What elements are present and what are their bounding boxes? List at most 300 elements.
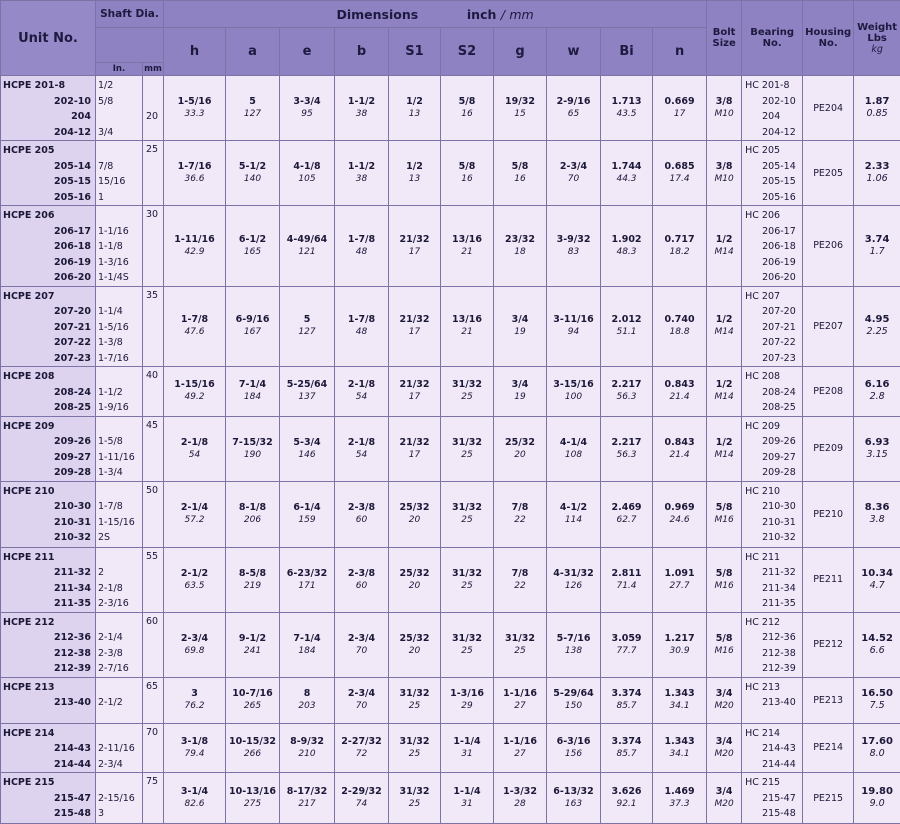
dim-cell-a bbox=[226, 723, 280, 773]
dim-cell-bi bbox=[601, 76, 653, 141]
shaft-inch-value: 1-3/4 bbox=[98, 465, 142, 481]
dim-inch-value: 31/32 bbox=[441, 437, 493, 449]
shaft-inch-value bbox=[98, 109, 142, 125]
table-row bbox=[1, 286, 900, 367]
bearing-no-cell bbox=[742, 367, 803, 417]
weight-kg-value: 4.7 bbox=[854, 580, 900, 592]
table-row bbox=[1, 416, 900, 481]
dim-inch-value: 3-3/4 bbox=[280, 96, 334, 108]
dim-mm-value: 18 bbox=[494, 246, 546, 258]
dim-inch-value: 10-15/32 bbox=[226, 736, 279, 748]
dim-mm-value: 77.7 bbox=[601, 645, 652, 657]
dim-inch-value: 5 bbox=[226, 96, 279, 108]
dim-inch-value: 7-15/32 bbox=[226, 437, 279, 449]
table-row bbox=[1, 481, 900, 547]
dim-inch-value: 1.217 bbox=[653, 633, 706, 645]
dim-cell-h bbox=[164, 723, 226, 773]
dim-header-s1: S1 bbox=[389, 28, 441, 76]
dim-inch-value: 1-1/16 bbox=[494, 688, 546, 700]
shaft-mm-value: 75 bbox=[146, 776, 163, 787]
dim-cell-n bbox=[653, 141, 707, 206]
housing-no-header bbox=[803, 1, 854, 76]
dim-mm-value: 27 bbox=[494, 700, 546, 712]
dim-inch-value: 8-1/8 bbox=[226, 502, 279, 514]
dim-inch-value: 1-3/16 bbox=[441, 688, 493, 700]
bearing-no-variant: 210-31 bbox=[745, 515, 802, 531]
bearing-no-variant: 211-35 bbox=[745, 596, 802, 612]
dim-cell-h bbox=[164, 76, 226, 141]
bearing-no-variant: 212-39 bbox=[745, 661, 802, 677]
weight-cell bbox=[854, 141, 900, 206]
bearing-no-cell bbox=[742, 206, 803, 287]
dim-mm-value: 159 bbox=[280, 514, 334, 526]
dim-cell-e bbox=[280, 206, 335, 287]
dim-cell-a bbox=[226, 481, 280, 547]
dim-cell-a bbox=[226, 416, 280, 481]
dim-mm-value: 206 bbox=[226, 514, 279, 526]
dim-cell-b bbox=[335, 76, 389, 141]
dim-inch-value: 5-29/64 bbox=[547, 688, 600, 700]
dim-inch-value: 1.469 bbox=[653, 786, 706, 798]
dim-cell-n bbox=[653, 416, 707, 481]
dim-inch-value: 2.012 bbox=[601, 314, 652, 326]
dim-cell-n bbox=[653, 481, 707, 547]
shaft-inch-cell bbox=[96, 416, 143, 481]
dim-cell-s1 bbox=[389, 723, 441, 773]
shaft-inch-value: 1-15/16 bbox=[98, 515, 142, 531]
bolt-inch-value: 5/8 bbox=[707, 633, 741, 645]
bearing-no-cell bbox=[742, 76, 803, 141]
dim-inch-value: 23/32 bbox=[494, 234, 546, 246]
dim-cell-b bbox=[335, 367, 389, 417]
dim-mm-value: 17 bbox=[389, 391, 440, 403]
dim-cell-g bbox=[494, 547, 547, 612]
dim-mm-value: 70 bbox=[335, 700, 388, 712]
unit-no-variant: 212-36 bbox=[3, 630, 93, 646]
unit-no-variant: 207-20 bbox=[3, 304, 93, 320]
dim-inch-value: 1-3/32 bbox=[494, 786, 546, 798]
dim-inch-value: 1-1/2 bbox=[335, 96, 388, 108]
shaft-inch-value: 1-1/8 bbox=[98, 239, 142, 255]
unit-no-variant: 204 bbox=[3, 109, 93, 125]
unit-no-variant: 208-25 bbox=[3, 400, 93, 416]
shaft-inch-value: 2-1/4 bbox=[98, 630, 142, 646]
bolt-metric-value: M20 bbox=[707, 798, 741, 810]
dim-cell-a bbox=[226, 206, 280, 287]
dim-cell-s2 bbox=[441, 723, 494, 773]
dim-inch-value: 2-1/8 bbox=[335, 437, 388, 449]
dim-mm-value: 33.3 bbox=[164, 108, 225, 120]
bearing-no-cell bbox=[742, 677, 803, 723]
bolt-metric-value: M14 bbox=[707, 391, 741, 403]
shaft-mm-value: 45 bbox=[146, 420, 163, 431]
dim-inch-value: 1.713 bbox=[601, 96, 652, 108]
dim-mm-value: 62.7 bbox=[601, 514, 652, 526]
housing-no-label-2: No. bbox=[819, 38, 838, 49]
dim-inch-value: 0.717 bbox=[653, 234, 706, 246]
dim-cell-a bbox=[226, 286, 280, 367]
dim-mm-value: 150 bbox=[547, 700, 600, 712]
unit-no-variant: 205-15 bbox=[3, 174, 93, 190]
dim-cell-s2 bbox=[441, 612, 494, 677]
shaft-inch-value bbox=[98, 775, 142, 791]
dim-cell-a bbox=[226, 367, 280, 417]
bolt-inch-value: 3/8 bbox=[707, 96, 741, 108]
weight-cell bbox=[854, 773, 900, 824]
dim-cell-bi bbox=[601, 481, 653, 547]
dim-inch-value: 5/8 bbox=[441, 161, 493, 173]
bearing-no-variant: 206-19 bbox=[745, 255, 802, 271]
dim-cell-e bbox=[280, 76, 335, 141]
unit-no-cell bbox=[1, 367, 96, 417]
dim-cell-e bbox=[280, 677, 335, 723]
bearing-no-cell bbox=[742, 286, 803, 367]
dim-inch-value: 1-11/16 bbox=[164, 234, 225, 246]
dim-cell-s1 bbox=[389, 141, 441, 206]
dim-inch-value: 4-49/64 bbox=[280, 234, 334, 246]
dim-inch-value: 21/32 bbox=[389, 314, 440, 326]
shaft-inch-value: 1-11/16 bbox=[98, 450, 142, 466]
dim-cell-bi bbox=[601, 612, 653, 677]
bolt-size-label-2: Size bbox=[713, 38, 736, 49]
dim-mm-value: 47.6 bbox=[164, 326, 225, 338]
dim-inch-value: 31/32 bbox=[441, 502, 493, 514]
shaft-inch-value bbox=[98, 143, 142, 159]
unit-no-variant: 205-16 bbox=[3, 190, 93, 206]
dim-inch-value: 4-31/32 bbox=[547, 568, 600, 580]
dim-mm-value: 34.1 bbox=[653, 700, 706, 712]
dim-inch-value: 0.843 bbox=[653, 437, 706, 449]
dim-mm-value: 79.4 bbox=[164, 748, 225, 760]
dim-inch-value: 6-9/16 bbox=[226, 314, 279, 326]
dim-mm-value: 25 bbox=[494, 645, 546, 657]
bearing-no-variant: 208-24 bbox=[745, 385, 802, 401]
dim-mm-value: 25 bbox=[389, 700, 440, 712]
dim-inch-value: 21/32 bbox=[389, 379, 440, 391]
unit-no-variant: 215-48 bbox=[3, 806, 93, 822]
bolt-metric-value: M14 bbox=[707, 326, 741, 338]
dim-cell-e bbox=[280, 141, 335, 206]
dim-inch-value: 2-3/8 bbox=[335, 568, 388, 580]
unit-no-cell bbox=[1, 206, 96, 287]
dim-cell-h bbox=[164, 206, 226, 287]
unit-no-header: Unit No. bbox=[1, 1, 96, 76]
housing-no-cell: PE208 bbox=[803, 367, 854, 417]
dim-cell-bi bbox=[601, 141, 653, 206]
dim-mm-value: 16 bbox=[441, 108, 493, 120]
dim-cell-b bbox=[335, 547, 389, 612]
shaft-mm-cell bbox=[143, 206, 164, 287]
dim-mm-value: 85.7 bbox=[601, 700, 652, 712]
dim-mm-value: 42.9 bbox=[164, 246, 225, 258]
bearing-no-primary: HC 208 bbox=[745, 369, 802, 385]
dim-mm-value: 25 bbox=[441, 391, 493, 403]
dim-mm-value: 28 bbox=[494, 798, 546, 810]
dim-mm-value: 43.5 bbox=[601, 108, 652, 120]
weight-lbs-value: 10.34 bbox=[854, 568, 900, 580]
weight-kg-value: 6.6 bbox=[854, 645, 900, 657]
dim-mm-value: 25 bbox=[441, 449, 493, 461]
shaft-mm-value: 25 bbox=[146, 144, 163, 155]
shaft-inch-cell bbox=[96, 481, 143, 547]
shaft-inch-value: 7/8 bbox=[98, 159, 142, 175]
dim-mm-value: 163 bbox=[547, 798, 600, 810]
bearing-no-variant: 215-48 bbox=[745, 806, 802, 822]
dim-inch-value: 4-1/2 bbox=[547, 502, 600, 514]
dim-mm-value: 15 bbox=[494, 108, 546, 120]
dim-mm-value: 184 bbox=[280, 645, 334, 657]
dim-mm-value: 60 bbox=[335, 514, 388, 526]
dim-inch-value: 13/16 bbox=[441, 314, 493, 326]
shaft-inch-value: 1-1/16 bbox=[98, 224, 142, 240]
dim-mm-value: 54 bbox=[164, 449, 225, 461]
dim-cell-h bbox=[164, 481, 226, 547]
unit-no-primary: HCPE 214 bbox=[3, 726, 93, 742]
dim-cell-s1 bbox=[389, 612, 441, 677]
dim-mm-value: 31 bbox=[441, 748, 493, 760]
shaft-mm-value: 40 bbox=[146, 370, 163, 381]
dim-cell-g bbox=[494, 286, 547, 367]
dim-inch-value: 21/32 bbox=[389, 234, 440, 246]
dim-cell-h bbox=[164, 286, 226, 367]
dim-inch-value: 6-1/2 bbox=[226, 234, 279, 246]
dim-cell-w bbox=[547, 677, 601, 723]
dim-inch-value: 2-3/4 bbox=[547, 161, 600, 173]
dim-inch-value: 2-1/8 bbox=[164, 437, 225, 449]
dim-mm-value: 190 bbox=[226, 449, 279, 461]
weight-kg-value: 0.85 bbox=[854, 108, 900, 120]
unit-no-variant: 211-34 bbox=[3, 581, 93, 597]
dim-inch-value: 3/4 bbox=[494, 379, 546, 391]
dim-mm-value: 60 bbox=[335, 580, 388, 592]
dim-mm-value: 171 bbox=[280, 580, 334, 592]
dim-inch-value: 5-1/2 bbox=[226, 161, 279, 173]
unit-no-cell bbox=[1, 76, 96, 141]
dim-inch-value: 13/16 bbox=[441, 234, 493, 246]
shaft-inch-value: 2-1/2 bbox=[98, 695, 142, 711]
dim-inch-value: 2.217 bbox=[601, 437, 652, 449]
dim-cell-g bbox=[494, 367, 547, 417]
dim-mm-value: 95 bbox=[280, 108, 334, 120]
weight-lbs-value: 19.80 bbox=[854, 786, 900, 798]
dim-mm-value: 126 bbox=[547, 580, 600, 592]
dim-cell-a bbox=[226, 773, 280, 824]
bearing-no-label-2: No. bbox=[763, 38, 782, 49]
unit-no-cell bbox=[1, 286, 96, 367]
dim-mm-value: 34.1 bbox=[653, 748, 706, 760]
dim-inch-value: 10-7/16 bbox=[226, 688, 279, 700]
bearing-no-variant: 205-14 bbox=[745, 159, 802, 175]
unit-no-variant: 209-27 bbox=[3, 450, 93, 466]
dim-cell-s1 bbox=[389, 773, 441, 824]
shaft-inch-value: 3 bbox=[98, 806, 142, 822]
dim-inch-value: 2.811 bbox=[601, 568, 652, 580]
dim-header-n: n bbox=[653, 28, 707, 76]
shaft-mm-cell bbox=[143, 773, 164, 824]
shaft-inch-value: 1-9/16 bbox=[98, 400, 142, 416]
unit-no-variant: 214-44 bbox=[3, 757, 93, 773]
dim-inch-value: 31/32 bbox=[389, 786, 440, 798]
dim-mm-value: 27 bbox=[494, 748, 546, 760]
housing-no-cell: PE206 bbox=[803, 206, 854, 287]
dim-inch-value: 1-1/16 bbox=[494, 736, 546, 748]
dim-cell-e bbox=[280, 723, 335, 773]
dim-mm-value: 71.4 bbox=[601, 580, 652, 592]
unit-no-variant: 212-39 bbox=[3, 661, 93, 677]
dim-cell-a bbox=[226, 547, 280, 612]
dim-mm-value: 20 bbox=[389, 645, 440, 657]
bolt-inch-value: 3/8 bbox=[707, 161, 741, 173]
shaft-inch-value bbox=[98, 680, 142, 696]
dim-cell-w bbox=[547, 286, 601, 367]
bolt-metric-value: M10 bbox=[707, 173, 741, 185]
dim-cell-s1 bbox=[389, 677, 441, 723]
dim-cell-b bbox=[335, 481, 389, 547]
bolt-metric-value: M14 bbox=[707, 246, 741, 258]
bearing-no-cell bbox=[742, 773, 803, 824]
unit-no-variant: 210-32 bbox=[3, 530, 93, 546]
weight-kg-value: 2.8 bbox=[854, 391, 900, 403]
unit-no-cell bbox=[1, 677, 96, 723]
dim-cell-e bbox=[280, 773, 335, 824]
bolt-metric-value: M20 bbox=[707, 748, 741, 760]
dim-cell-e bbox=[280, 547, 335, 612]
bearing-no-variant: 211-32 bbox=[745, 565, 802, 581]
shaft-inch-value: 1-5/16 bbox=[98, 320, 142, 336]
weight-cell bbox=[854, 481, 900, 547]
unit-no-primary: HCPE 206 bbox=[3, 208, 93, 224]
bolt-size-cell bbox=[707, 367, 742, 417]
dim-cell-b bbox=[335, 286, 389, 367]
bearing-no-primary: HC 207 bbox=[745, 289, 802, 305]
bearing-no-variant: 205-16 bbox=[745, 190, 802, 206]
dim-cell-n bbox=[653, 677, 707, 723]
dim-inch-value: 3-11/16 bbox=[547, 314, 600, 326]
shaft-mm-value: 30 bbox=[146, 209, 163, 220]
bearing-no-variant: 212-38 bbox=[745, 646, 802, 662]
housing-no-cell: PE214 bbox=[803, 723, 854, 773]
dim-inch-value: 1-1/2 bbox=[335, 161, 388, 173]
dim-inch-value: 5 bbox=[280, 314, 334, 326]
dim-inch-value: 1.343 bbox=[653, 688, 706, 700]
dim-cell-n bbox=[653, 367, 707, 417]
shaft-inch-value: 2-1/8 bbox=[98, 581, 142, 597]
unit-no-primary: HCPE 205 bbox=[3, 143, 93, 159]
dim-cell-e bbox=[280, 286, 335, 367]
shaft-inch-value: 1-7/16 bbox=[98, 351, 142, 367]
bearing-no-variant: 205-15 bbox=[745, 174, 802, 190]
dim-cell-g bbox=[494, 481, 547, 547]
bolt-size-cell bbox=[707, 612, 742, 677]
bolt-size-cell bbox=[707, 76, 742, 141]
bolt-inch-value: 5/8 bbox=[707, 502, 741, 514]
dim-cell-g bbox=[494, 612, 547, 677]
dim-cell-s2 bbox=[441, 773, 494, 824]
shaft-dia-spacer bbox=[96, 28, 164, 63]
dim-inch-value: 1.091 bbox=[653, 568, 706, 580]
bearing-no-primary: HC 201-8 bbox=[745, 78, 802, 94]
dim-mm-value: 56.3 bbox=[601, 449, 652, 461]
bolt-size-cell bbox=[707, 141, 742, 206]
weight-lbs-value: 2.33 bbox=[854, 161, 900, 173]
dim-mm-value: 21 bbox=[441, 326, 493, 338]
dim-mm-value: 17 bbox=[653, 108, 706, 120]
shaft-inch-cell bbox=[96, 286, 143, 367]
dim-cell-e bbox=[280, 416, 335, 481]
unit-no-variant: 202-10 bbox=[3, 94, 93, 110]
dim-inch-value: 31/32 bbox=[389, 688, 440, 700]
unit-no-variant: 205-14 bbox=[3, 159, 93, 175]
housing-no-cell: PE204 bbox=[803, 76, 854, 141]
dimensions-label: Dimensions bbox=[336, 7, 418, 22]
shaft-inch-value: 2 bbox=[98, 565, 142, 581]
dim-mm-value: 265 bbox=[226, 700, 279, 712]
dim-mm-value: 17 bbox=[389, 449, 440, 461]
table-row bbox=[1, 612, 900, 677]
dim-mm-value: 114 bbox=[547, 514, 600, 526]
dim-cell-s2 bbox=[441, 481, 494, 547]
dim-cell-n bbox=[653, 76, 707, 141]
dimensions-unit-mm: mm bbox=[509, 7, 533, 22]
dim-inch-value: 0.669 bbox=[653, 96, 706, 108]
dim-inch-value: 2-3/8 bbox=[335, 502, 388, 514]
dim-inch-value: 1-1/4 bbox=[441, 736, 493, 748]
unit-no-primary: HCPE 208 bbox=[3, 369, 93, 385]
bearing-no-variant: 215-47 bbox=[745, 791, 802, 807]
shaft-mm-cell bbox=[143, 367, 164, 417]
bolt-metric-value: M14 bbox=[707, 449, 741, 461]
dim-inch-value: 0.969 bbox=[653, 502, 706, 514]
bolt-size-cell bbox=[707, 481, 742, 547]
dim-header-bi: Bi bbox=[601, 28, 653, 76]
dim-cell-w bbox=[547, 416, 601, 481]
shaft-inch-value bbox=[98, 726, 142, 742]
dim-inch-value: 6-1/4 bbox=[280, 502, 334, 514]
dim-cell-g bbox=[494, 76, 547, 141]
dim-inch-value: 2-3/4 bbox=[335, 688, 388, 700]
dim-cell-s1 bbox=[389, 416, 441, 481]
dim-mm-value: 57.2 bbox=[164, 514, 225, 526]
bearing-no-primary: HC 212 bbox=[745, 615, 802, 631]
bearing-no-variant: 214-44 bbox=[745, 757, 802, 773]
dim-inch-value: 2-9/16 bbox=[547, 96, 600, 108]
dim-cell-s1 bbox=[389, 286, 441, 367]
housing-no-cell: PE207 bbox=[803, 286, 854, 367]
dim-header-w: w bbox=[547, 28, 601, 76]
dim-mm-value: 275 bbox=[226, 798, 279, 810]
dim-cell-s1 bbox=[389, 481, 441, 547]
dim-cell-b bbox=[335, 773, 389, 824]
dim-inch-value: 0.740 bbox=[653, 314, 706, 326]
dim-mm-value: 48.3 bbox=[601, 246, 652, 258]
shaft-inch-value: 2-7/16 bbox=[98, 661, 142, 677]
dim-mm-value: 74 bbox=[335, 798, 388, 810]
unit-no-primary: HCPE 209 bbox=[3, 419, 93, 435]
dim-mm-value: 217 bbox=[280, 798, 334, 810]
bearing-no-variant: 213-40 bbox=[745, 695, 802, 711]
dim-inch-value: 1.902 bbox=[601, 234, 652, 246]
dim-mm-value: 27.7 bbox=[653, 580, 706, 592]
dim-cell-n bbox=[653, 206, 707, 287]
dim-mm-value: 29 bbox=[441, 700, 493, 712]
shaft-mm-cell bbox=[143, 416, 164, 481]
shaft-inch-value: 1/2 bbox=[98, 78, 142, 94]
shaft-inch-value: 1-7/8 bbox=[98, 499, 142, 515]
table-row bbox=[1, 773, 900, 824]
shaft-inch-cell bbox=[96, 206, 143, 287]
dimensions-unit-sep: / bbox=[501, 7, 505, 22]
dim-mm-value: 69.8 bbox=[164, 645, 225, 657]
